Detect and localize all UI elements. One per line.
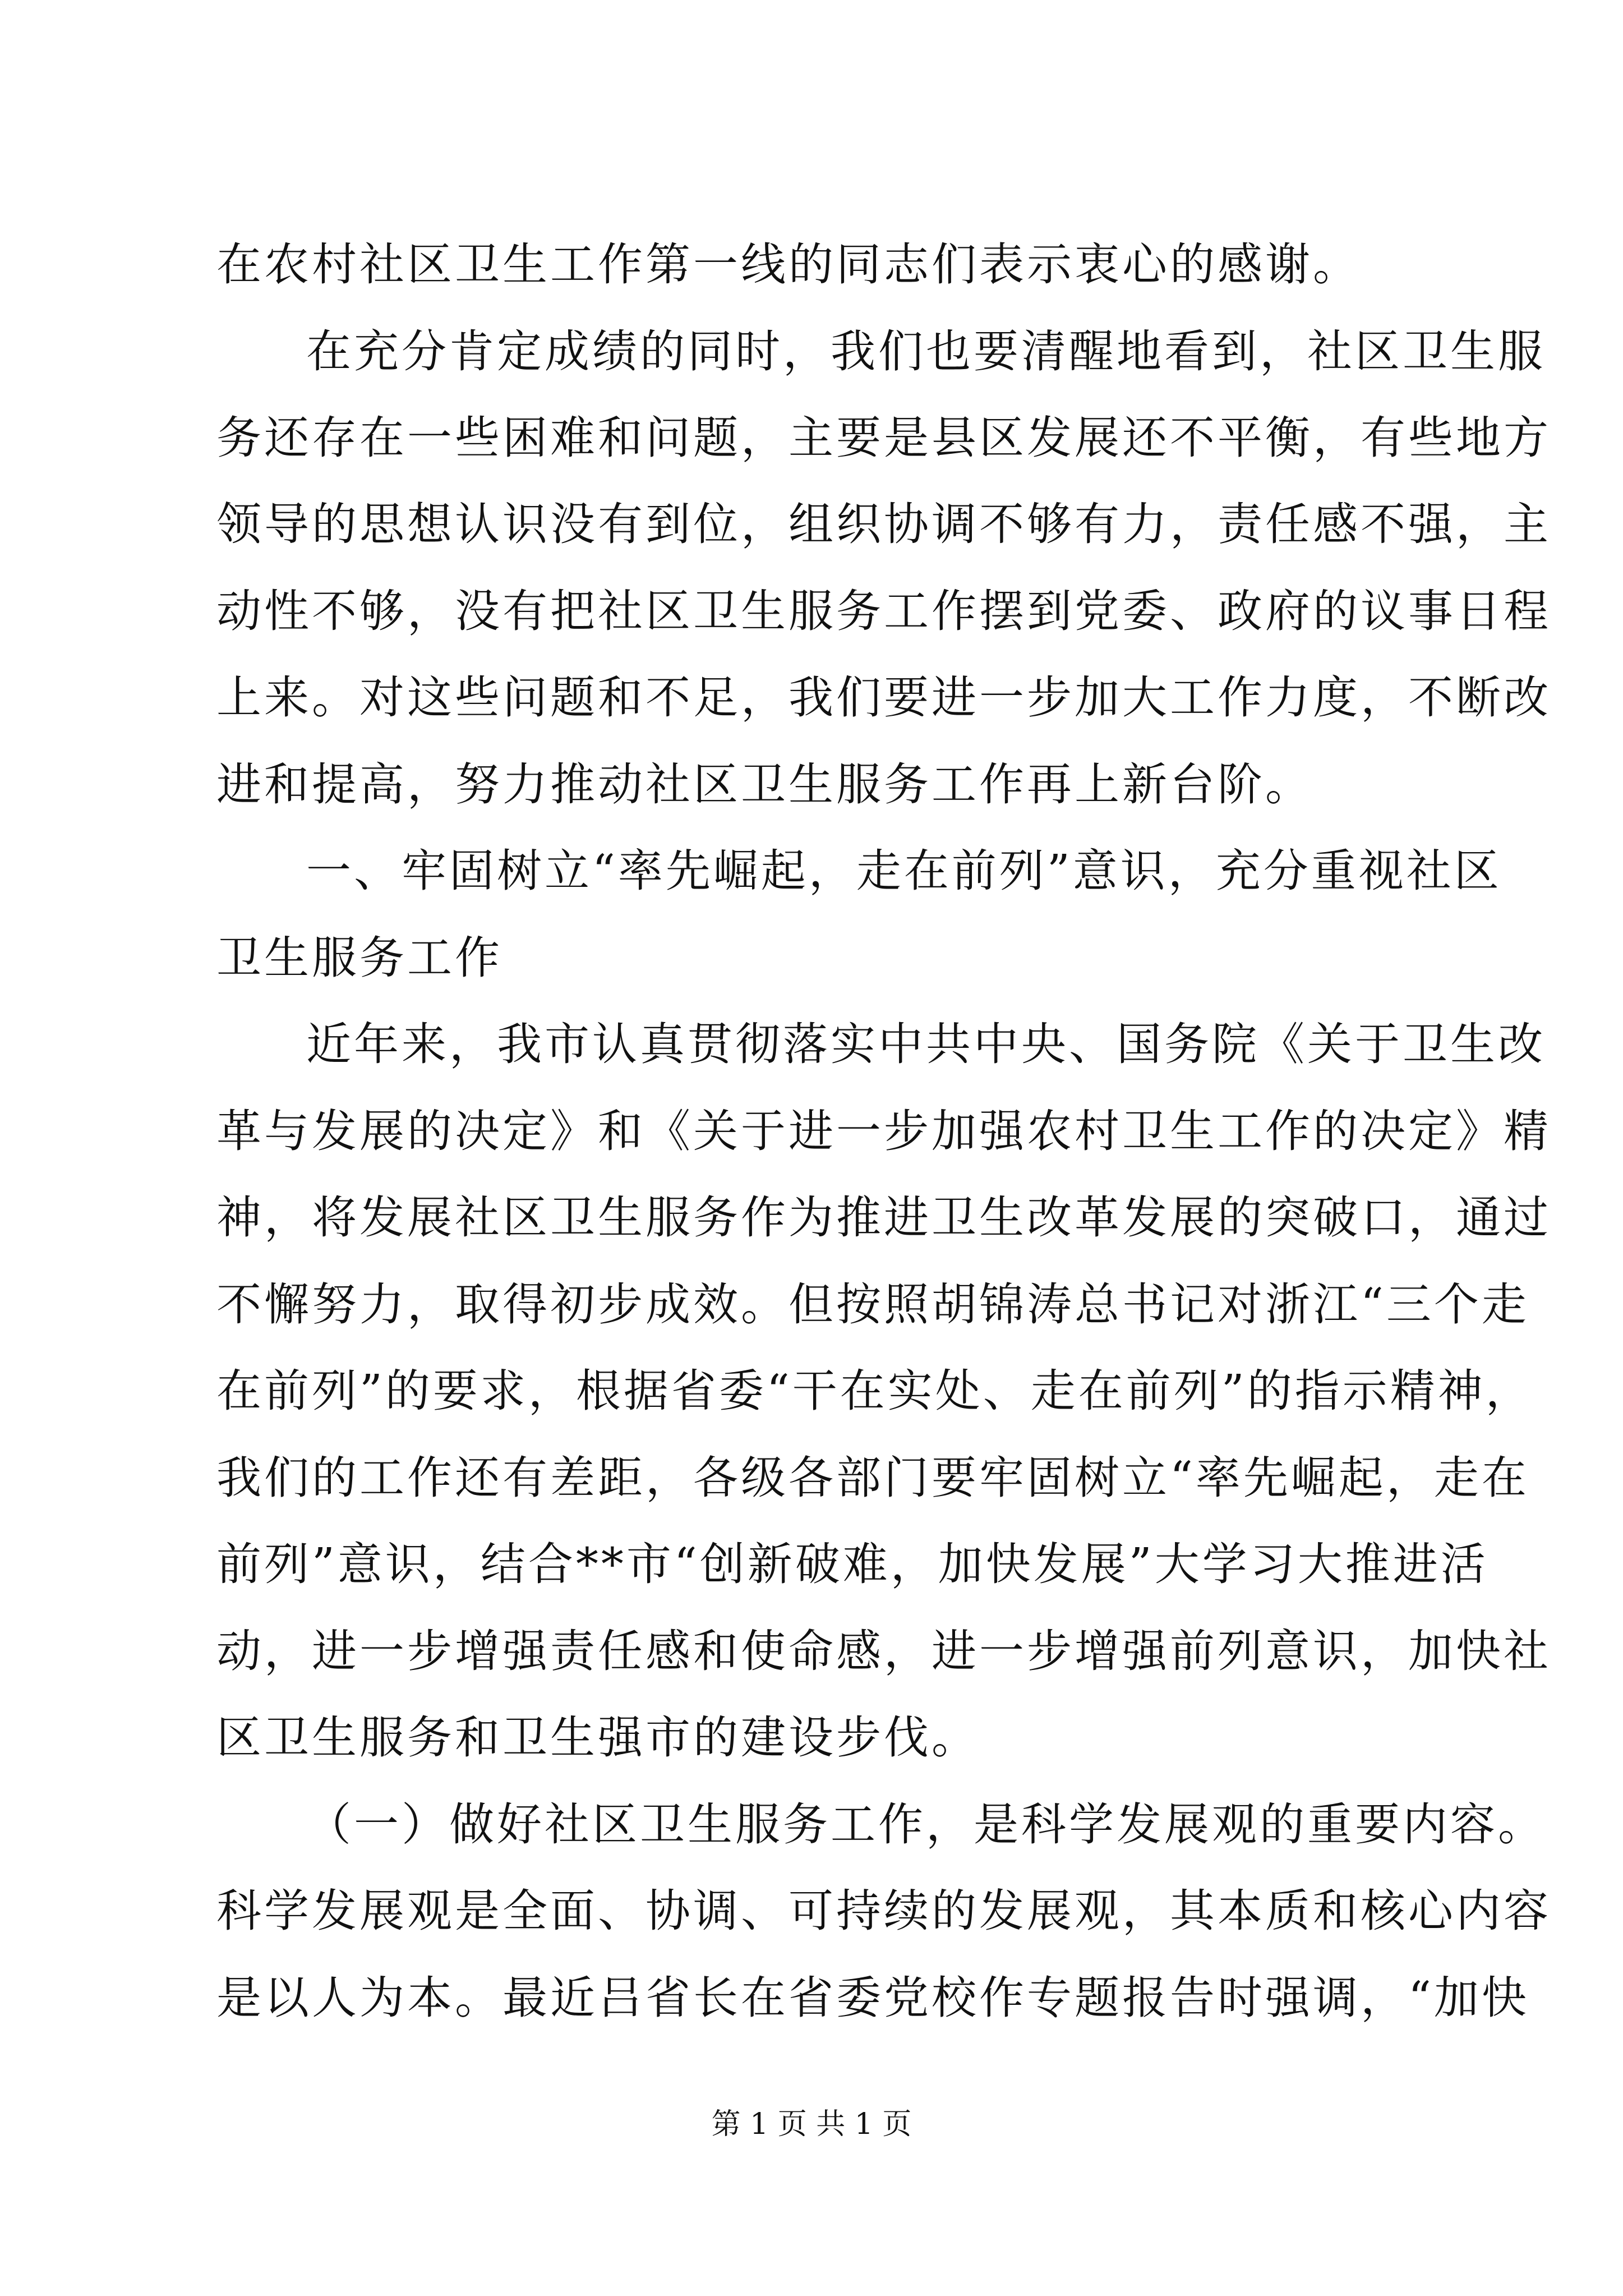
text-line: （一）做好社区卫生服务工作，是科学发展观的重要内容。: [306, 1798, 1546, 1851]
text-line: 神，将发展社区卫生服务作为推进卫生改革发展的突破口，通过: [216, 1191, 1551, 1244]
text-line: 上来。对这些问题和不足，我们要进一步加大工作力度，不断改: [216, 671, 1551, 724]
text-line: 近年来，我市认真贯彻落实中共中央、国务院《关于卫生改: [306, 1018, 1546, 1070]
text-line: 我们的工作还有差距，各级各部门要牢固树立“率先崛起，走在: [216, 1452, 1529, 1504]
section-heading-line: 一、牢固树立“率先崛起，走在前列”意识，充分重视社区: [306, 845, 1502, 897]
page-number-footer: 第 1 页 共 1 页: [711, 2108, 912, 2141]
text-line: 在农村社区卫生工作第一线的同志们表示衷心的感谢。: [216, 238, 1361, 291]
section-heading-line: 卫生服务工作: [216, 932, 502, 984]
text-line: 务还存在一些困难和问题，主要是县区发展还不平衡，有些地方: [216, 412, 1551, 464]
text-line: 是以人为本。最近吕省长在省委党校作专题报告时强调，“加快: [216, 1972, 1529, 2024]
text-line: 进和提高，努力推动社区卫生服务工作再上新台阶。: [216, 758, 1313, 811]
text-line: 不懈努力，取得初步成效。但按照胡锦涛总书记对浙江“三个走: [216, 1278, 1529, 1331]
text-line: 前列”意识，结合**市“创新破难，加快发展”大学习大推进活: [216, 1538, 1488, 1590]
text-line: 领导的思想认识没有到位，组织协调不够有力，责任感不强，主: [216, 498, 1551, 550]
text-line: 在前列”的要求，根据省委“干在实处、走在前列”的指示精神，: [216, 1365, 1533, 1417]
text-line: 动，进一步增强责任感和使命感，进一步增强前列意识，加快社: [216, 1625, 1551, 1677]
text-line: 动性不够，没有把社区卫生服务工作摆到党委、政府的议事日程: [216, 585, 1551, 637]
text-line: 革与发展的决定》和《关于进一步加强农村卫生工作的决定》精: [216, 1105, 1551, 1157]
text-line: 区卫生服务和卫生强市的建设步伐。: [216, 1711, 979, 1764]
text-line: 科学发展观是全面、协调、可持续的发展观，其本质和核心内容: [216, 1885, 1551, 1937]
text-line: 在充分肯定成绩的同时，我们也要清醒地看到，社区卫生服: [306, 325, 1546, 378]
